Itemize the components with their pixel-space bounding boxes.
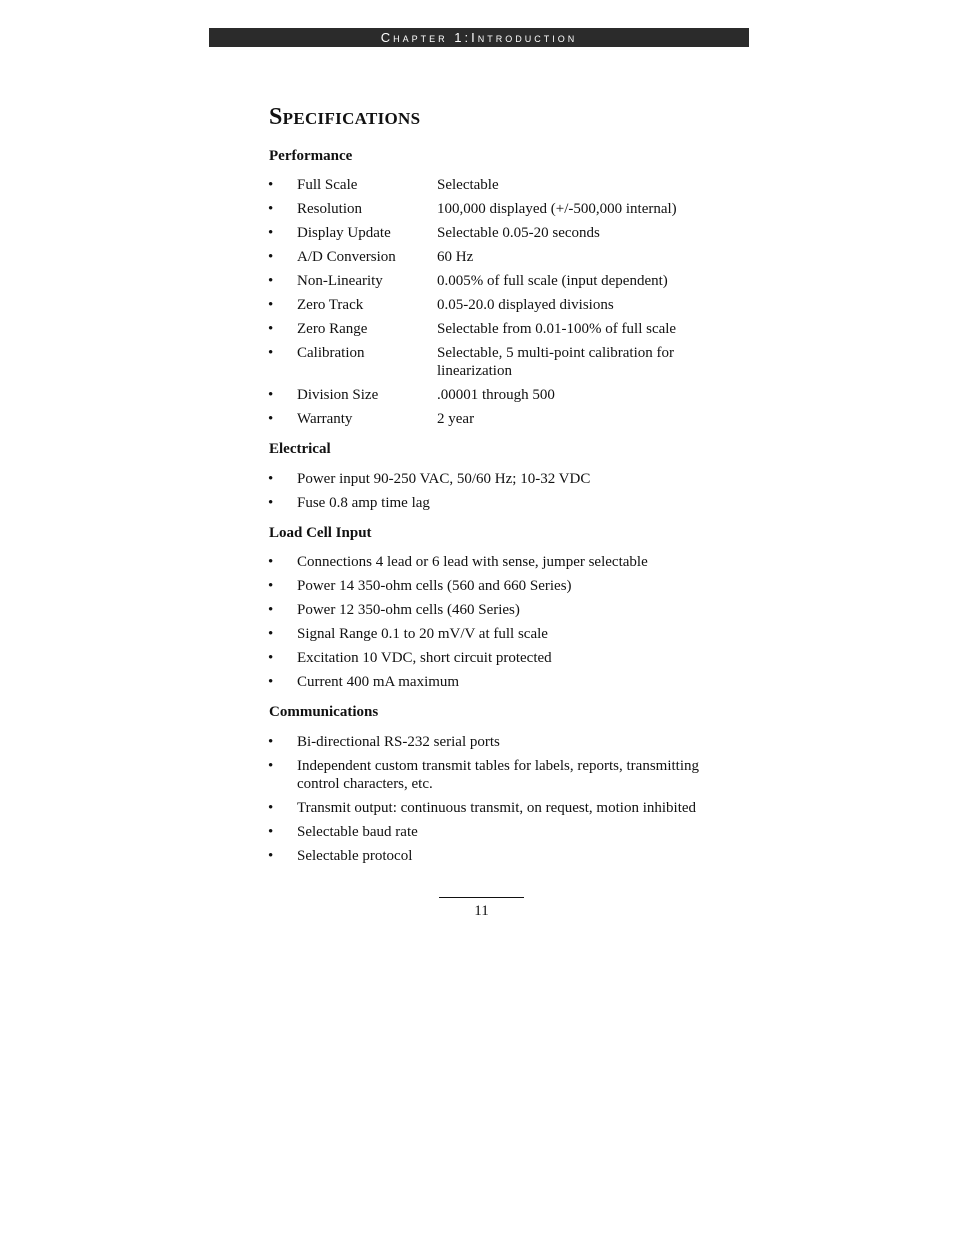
spec-name: A/D Conversion: [297, 249, 396, 265]
bullet: •: [268, 800, 274, 816]
list-item-text: Connections 4 lead or 6 lead with sense, jumper selectable: [297, 554, 648, 570]
spec-value: Selectable from 0.01-100% of full scale: [437, 321, 677, 337]
list-item-text: Power 14 350-ohm cells (560 and 660 Series): [297, 578, 572, 594]
bullet: •: [268, 495, 274, 511]
spec-value: Selectable, 5 multi-point calibration for linearization: [437, 345, 675, 379]
list-item-text: Transmit output: continuous transmit, on request, motion inhibited: [297, 800, 697, 816]
list-item-text: Independent custom transmit tables for labels, reports, transmitting control characters, etc.: [297, 758, 699, 792]
spec-value: Selectable: [437, 177, 499, 193]
chapter-label: Chapter 1:Introduction: [380, 30, 578, 45]
bullet: •: [268, 471, 274, 487]
spec-name: Non-Linearity: [297, 273, 383, 289]
bullet: •: [268, 177, 274, 193]
bullet: •: [268, 602, 274, 618]
spec-value: .00001 through 500: [437, 387, 555, 403]
spec-name: Zero Track: [297, 297, 364, 313]
chapter-header: [209, 28, 749, 47]
bullet: •: [268, 674, 274, 690]
bullet: •: [268, 824, 274, 840]
spec-name: Calibration: [297, 345, 365, 361]
bullet: •: [268, 201, 274, 217]
bullet: •: [268, 578, 274, 594]
bullet: •: [268, 650, 274, 666]
bullet: •: [268, 345, 274, 361]
bullet: •: [268, 249, 274, 265]
section-heading-performance: Performance: [269, 148, 353, 164]
bullet: •: [268, 225, 274, 241]
bullet: •: [268, 758, 274, 774]
list-item-text: Power 12 350-ohm cells (460 Series): [297, 602, 520, 618]
list-item-text: Signal Range 0.1 to 20 mV/V at full scale: [297, 626, 548, 642]
bullet: •: [268, 387, 274, 403]
page-number: 11: [474, 903, 489, 919]
bullet: •: [268, 848, 274, 864]
spec-name: Resolution: [297, 201, 363, 217]
bullet: •: [268, 411, 274, 427]
spec-value: 0.005% of full scale (input dependent): [437, 273, 668, 289]
bullet: •: [268, 626, 274, 642]
bullet: •: [268, 273, 274, 289]
spec-value: 0.05-20.0 displayed divisions: [437, 297, 614, 313]
bullet: •: [268, 734, 274, 750]
section-heading-load-cell-input: Load Cell Input: [269, 525, 372, 541]
footer-rule: [439, 897, 524, 898]
page-title: Specifications: [269, 104, 421, 130]
bullet: •: [268, 554, 274, 570]
spec-name: Warranty: [297, 411, 353, 427]
spec-value: 100,000 displayed (+/-500,000 internal): [437, 201, 677, 217]
list-item-text: Selectable protocol: [297, 848, 413, 864]
bullet: •: [268, 321, 274, 337]
spec-name: Division Size: [297, 387, 379, 403]
list-item-text: Bi-directional RS-232 serial ports: [297, 734, 500, 750]
list-item-text: Power input 90-250 VAC, 50/60 Hz; 10-32 VDC: [297, 471, 591, 487]
section-heading-communications: Communications: [269, 704, 379, 720]
list-item-text: Selectable baud rate: [297, 824, 418, 840]
section-heading-electrical: Electrical: [269, 441, 331, 457]
bullet: •: [268, 297, 274, 313]
spec-value: 60 Hz: [437, 249, 474, 265]
spec-name: Display Update: [297, 225, 391, 241]
list-item-text: Fuse 0.8 amp time lag: [297, 495, 430, 511]
spec-name: Full Scale: [297, 177, 358, 193]
spec-value: Selectable 0.05-20 seconds: [437, 225, 600, 241]
list-item-text: Current 400 mA maximum: [297, 674, 460, 690]
spec-value: 2 year: [437, 411, 475, 427]
list-item-text: Excitation 10 VDC, short circuit protected: [297, 650, 552, 666]
spec-name: Zero Range: [297, 321, 368, 337]
